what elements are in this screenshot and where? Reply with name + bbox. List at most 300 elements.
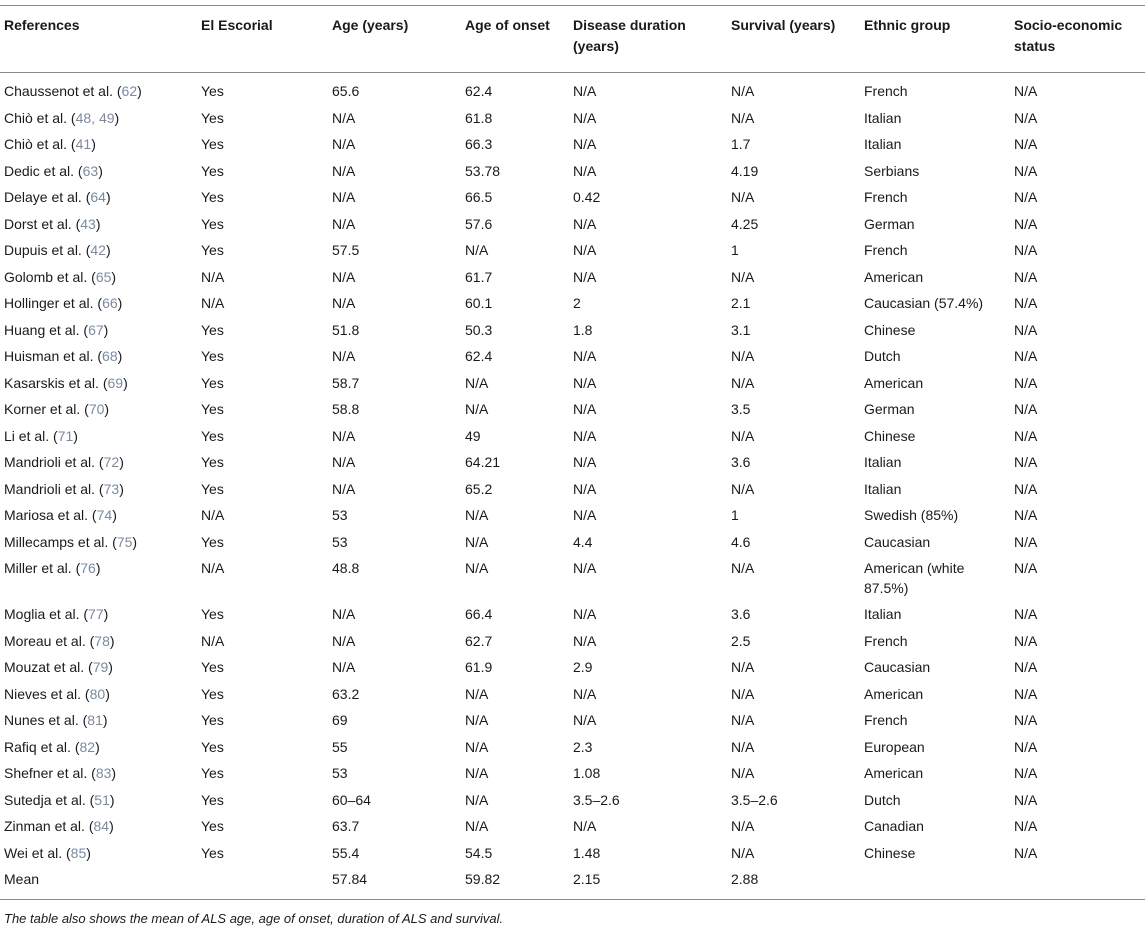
el-escorial-cell: Yes: [201, 348, 224, 364]
age-cell: 65.6: [332, 83, 360, 99]
table-row: [0, 813, 1145, 840]
age-of-onset-cell: N/A: [465, 374, 489, 391]
citation-link[interactable]: 73: [103, 480, 120, 497]
table-row: [0, 601, 1145, 628]
age-cell: N/A: [332, 606, 356, 622]
mean-row: [0, 866, 1145, 899]
el-escorial-cell: Yes: [201, 765, 224, 781]
age-cell: N/A: [332, 162, 356, 179]
ethnic-group-cell: French: [864, 83, 908, 99]
age-cell: N/A: [332, 295, 356, 311]
citation-link[interactable]: 79: [92, 659, 109, 675]
author-name: Rafiq et al.: [4, 738, 71, 755]
author-name: Hollinger et al.: [4, 295, 94, 311]
mean-disease-duration-cell: 2.15: [573, 871, 601, 887]
author-name: Chiò et al.: [4, 109, 68, 126]
disease-duration-cell: N/A: [573, 401, 597, 417]
author-name: Huang et al.: [4, 321, 80, 338]
age-cell: 63.2: [332, 685, 360, 702]
disease-duration-cell: 3.5–2.6: [573, 791, 620, 808]
reference-cell: Mandrioli et al. (72): [4, 454, 124, 470]
disease-duration-cell: N/A: [573, 818, 597, 834]
el-escorial-cell: Yes: [201, 109, 224, 126]
ses-cell: N/A: [1014, 606, 1038, 622]
ses-cell: N/A: [1014, 765, 1038, 781]
age-cell: 55.4: [332, 844, 360, 861]
ethnic-group-cell: American: [864, 268, 924, 285]
el-escorial-cell: Yes: [201, 606, 224, 622]
table-row: [0, 734, 1145, 761]
table-row: [0, 681, 1145, 708]
citation-link[interactable]: 65: [95, 268, 112, 285]
citation-link[interactable]: 66: [102, 295, 118, 311]
author-name: Dedic et al.: [4, 162, 75, 179]
disease-duration-cell: 0.42: [573, 189, 601, 205]
survival-cell: N/A: [731, 738, 755, 755]
table-body: [0, 73, 1145, 900]
author-name: Shefner et al.: [4, 765, 88, 781]
author-name: Mandrioli et al.: [4, 454, 96, 470]
table-row: [0, 654, 1145, 681]
ses-cell: N/A: [1014, 659, 1038, 675]
citation-link[interactable]: 68: [102, 348, 118, 364]
citation-link[interactable]: 84: [93, 818, 110, 834]
age-cell: N/A: [332, 659, 356, 675]
age-of-onset-cell: 65.2: [465, 480, 493, 497]
table-header: [0, 6, 1145, 73]
citation-link[interactable]: 62: [121, 83, 138, 99]
survival-cell: 1: [731, 242, 739, 258]
age-cell: N/A: [332, 109, 356, 126]
age-of-onset-cell: 54.5: [465, 844, 493, 861]
reference-cell: Moglia et al. (77): [4, 606, 109, 622]
citation-link[interactable]: 41: [75, 136, 92, 152]
age-of-onset-cell: 61.8: [465, 109, 493, 126]
author-name: Huisman et al.: [4, 348, 94, 364]
ses-cell: N/A: [1014, 712, 1038, 728]
ses-cell: N/A: [1014, 632, 1038, 649]
citation-link[interactable]: 80: [89, 685, 106, 702]
survival-cell: 2.1: [731, 295, 751, 311]
ethnic-group-cell: Italian: [864, 480, 902, 497]
age-cell: 48.8: [332, 560, 360, 576]
age-cell: N/A: [332, 268, 356, 285]
el-escorial-cell: Yes: [201, 533, 224, 550]
ses-cell: N/A: [1014, 844, 1038, 861]
table-row: [0, 628, 1145, 655]
el-escorial-cell: Yes: [201, 685, 224, 702]
mean-ethnic-group-cell: [860, 866, 1010, 899]
ethnic-group-cell: American: [864, 765, 924, 781]
ethnic-group-cell: Italian: [864, 109, 902, 126]
disease-duration-cell: N/A: [573, 427, 597, 444]
author-name: Delaye et al.: [4, 189, 82, 205]
citation-link[interactable]: 85: [70, 844, 87, 861]
reference-cell: Chiò et al. (41): [4, 136, 96, 152]
disease-duration-cell: 2.9: [573, 659, 593, 675]
citation-link[interactable]: 74: [96, 507, 113, 523]
disease-duration-cell: 2.3: [573, 738, 593, 755]
el-escorial-cell: Yes: [201, 480, 224, 497]
el-escorial-cell: Yes: [201, 454, 224, 470]
ethnic-group-cell: American (white 87.5%): [864, 560, 965, 596]
table-row: [0, 502, 1145, 529]
citation-link[interactable]: 42: [90, 242, 106, 258]
el-escorial-cell: Yes: [201, 401, 224, 417]
survival-cell: N/A: [731, 844, 755, 861]
author-name: Wei et al.: [4, 844, 63, 861]
age-cell: N/A: [332, 632, 356, 649]
ses-cell: N/A: [1014, 374, 1038, 391]
reference-cell: Mandrioli et al. (73): [4, 480, 124, 497]
el-escorial-cell: N/A: [201, 268, 225, 285]
age-of-onset-cell: N/A: [465, 533, 489, 550]
ethnic-group-cell: Chinese: [864, 427, 916, 444]
el-escorial-cell: Yes: [201, 844, 224, 861]
ses-cell: N/A: [1014, 83, 1038, 99]
survival-cell: 4.6: [731, 533, 751, 550]
reference-cell: Miller et al. (76): [4, 560, 101, 576]
ethnic-group-cell: Serbians: [864, 162, 920, 179]
ses-cell: N/A: [1014, 533, 1038, 550]
age-cell: 51.8: [332, 321, 360, 338]
author-name: Kasarskis et al.: [4, 374, 99, 391]
citation-link[interactable]: 76: [80, 560, 96, 576]
table-row: [0, 423, 1145, 450]
citation-link[interactable]: 83: [95, 765, 112, 781]
ses-cell: N/A: [1014, 268, 1038, 285]
disease-duration-cell: N/A: [573, 242, 597, 258]
age-of-onset-cell: 62.7: [465, 632, 493, 649]
disease-duration-cell: N/A: [573, 712, 597, 728]
ses-cell: N/A: [1014, 215, 1038, 232]
survival-cell: N/A: [731, 659, 755, 675]
ses-cell: N/A: [1014, 507, 1038, 523]
header-disease-duration: Disease duration (years): [573, 17, 686, 54]
mean-survival-cell: 2.88: [731, 871, 759, 887]
citation-link[interactable]: 48, 49: [75, 109, 115, 126]
ethnic-group-cell: French: [864, 189, 908, 205]
reference-cell: Korner et al. (70): [4, 401, 110, 417]
age-cell: 58.7: [332, 374, 360, 391]
age-of-onset-cell: N/A: [465, 685, 489, 702]
citation-link[interactable]: 64: [90, 189, 106, 205]
author-name: Chaussenot et al.: [4, 83, 113, 99]
survival-cell: N/A: [731, 685, 755, 702]
disease-duration-cell: 2: [573, 295, 581, 311]
disease-duration-cell: 1.08: [573, 765, 601, 781]
disease-duration-cell: N/A: [573, 560, 597, 576]
reference-cell: Shefner et al. (83): [4, 765, 117, 781]
survival-cell: 4.25: [731, 215, 759, 232]
table-row: [0, 787, 1145, 814]
ethnic-group-cell: French: [864, 712, 908, 728]
table-row: [0, 131, 1145, 158]
age-of-onset-cell: 60.1: [465, 295, 493, 311]
el-escorial-cell: Yes: [201, 738, 224, 755]
ses-cell: N/A: [1014, 685, 1038, 702]
age-cell: N/A: [332, 215, 356, 232]
table-row: [0, 290, 1145, 317]
survival-cell: 3.6: [731, 606, 751, 622]
el-escorial-cell: N/A: [201, 295, 225, 311]
table-row: [0, 707, 1145, 734]
table-row: [0, 840, 1145, 867]
age-cell: 57.5: [332, 242, 360, 258]
age-cell: N/A: [332, 454, 356, 470]
el-escorial-cell: Yes: [201, 162, 224, 179]
ses-cell: N/A: [1014, 348, 1038, 364]
ethnic-group-cell: Italian: [864, 136, 902, 152]
ethnic-group-cell: American: [864, 685, 924, 702]
ethnic-group-cell: European: [864, 738, 925, 755]
table-row: [0, 396, 1145, 423]
table-row: [0, 317, 1145, 344]
author-name: Nieves et al.: [4, 685, 82, 702]
age-cell: N/A: [332, 189, 356, 205]
age-cell: 53: [332, 765, 348, 781]
ethnic-group-cell: French: [864, 632, 908, 649]
header-references: References: [4, 17, 80, 33]
disease-duration-cell: N/A: [573, 374, 597, 391]
disease-duration-cell: N/A: [573, 685, 597, 702]
age-cell: 60–64: [332, 791, 371, 808]
author-name: Golomb et al.: [4, 268, 88, 285]
ethnic-group-cell: Dutch: [864, 348, 901, 364]
ethnic-group-cell: Swedish (85%): [864, 507, 959, 523]
age-of-onset-cell: 64.21: [465, 454, 501, 470]
reference-cell: Millecamps et al. (75): [4, 533, 138, 550]
age-cell: 55: [332, 738, 348, 755]
ses-cell: N/A: [1014, 738, 1038, 755]
age-cell: N/A: [332, 348, 356, 364]
survival-cell: N/A: [731, 83, 755, 99]
age-of-onset-cell: 66.5: [465, 189, 493, 205]
reference-cell: Golomb et al. (65): [4, 268, 117, 285]
author-name: Dorst et al.: [4, 215, 72, 232]
survival-cell: 1: [731, 507, 739, 523]
disease-duration-cell: N/A: [573, 162, 597, 179]
ethnic-group-cell: American: [864, 374, 924, 391]
disease-duration-cell: N/A: [573, 136, 597, 152]
author-name: Li et al.: [4, 427, 50, 444]
age-of-onset-cell: 62.4: [465, 83, 493, 99]
ses-cell: N/A: [1014, 189, 1038, 205]
table-row: [0, 449, 1145, 476]
reference-cell: Zinman et al. (84): [4, 818, 114, 834]
reference-cell: Delaye et al. (64): [4, 189, 111, 205]
ethnic-group-cell: Caucasian: [864, 533, 931, 550]
reference-cell: Hollinger et al. (66): [4, 295, 123, 311]
survival-cell: 1.7: [731, 136, 751, 152]
ses-cell: N/A: [1014, 162, 1038, 179]
disease-duration-cell: N/A: [573, 215, 597, 232]
el-escorial-cell: Yes: [201, 215, 224, 232]
ses-cell: N/A: [1014, 560, 1038, 576]
table-row: [0, 529, 1145, 556]
age-of-onset-cell: 62.4: [465, 348, 493, 364]
el-escorial-cell: Yes: [201, 712, 224, 728]
survival-cell: N/A: [731, 712, 755, 728]
reference-cell: Nunes et al. (81): [4, 712, 108, 728]
age-cell: 58.8: [332, 401, 360, 417]
citation-link[interactable]: 63: [82, 162, 99, 179]
survival-cell: N/A: [731, 765, 755, 781]
citation-link[interactable]: 72: [103, 454, 120, 470]
survival-cell: 4.19: [731, 162, 759, 179]
age-of-onset-cell: N/A: [465, 712, 489, 728]
disease-duration-cell: 1.48: [573, 844, 601, 861]
reference-cell: Chaussenot et al. (62): [4, 83, 142, 99]
ses-cell: N/A: [1014, 321, 1038, 338]
mean-ses-cell: [1010, 866, 1145, 899]
age-of-onset-cell: 66.3: [465, 136, 493, 152]
reference-cell: Chiò et al. (48, 49): [4, 109, 120, 126]
mean-age-of-onset-cell: 59.82: [465, 871, 501, 887]
citation-link[interactable]: 81: [87, 712, 103, 728]
el-escorial-cell: Yes: [201, 791, 224, 808]
survival-cell: N/A: [731, 818, 755, 834]
age-of-onset-cell: N/A: [465, 738, 489, 755]
author-name: Sutedja et al.: [4, 791, 86, 808]
reference-cell: Moreau et al. (78): [4, 632, 115, 649]
citation-link[interactable]: 69: [107, 374, 124, 391]
author-name: Moreau et al.: [4, 632, 86, 649]
reference-cell: Dedic et al. (63): [4, 162, 103, 179]
ethnic-group-cell: German: [864, 215, 915, 232]
author-name: Nunes et al.: [4, 712, 79, 728]
el-escorial-cell: N/A: [201, 632, 225, 649]
mean-el-escorial-cell: [197, 866, 328, 899]
author-name: Chiò et al.: [4, 136, 68, 152]
ethnic-group-cell: Dutch: [864, 791, 901, 808]
el-escorial-cell: Yes: [201, 374, 224, 391]
reference-cell: Mouzat et al. (79): [4, 659, 113, 675]
age-of-onset-cell: 61.7: [465, 268, 493, 285]
ses-cell: N/A: [1014, 242, 1038, 258]
author-name: Mandrioli et al.: [4, 480, 96, 497]
disease-duration-cell: 1.8: [573, 321, 593, 338]
age-of-onset-cell: 53.78: [465, 162, 501, 179]
table-row: [0, 264, 1145, 291]
age-cell: N/A: [332, 427, 356, 444]
survival-cell: N/A: [731, 109, 755, 126]
reference-cell: Huisman et al. (68): [4, 348, 123, 364]
reference-cell: Mariosa et al. (74): [4, 507, 117, 523]
el-escorial-cell: Yes: [201, 321, 224, 338]
ethnic-group-cell: Italian: [864, 454, 902, 470]
ses-cell: N/A: [1014, 295, 1038, 311]
citation-link[interactable]: 75: [116, 533, 133, 550]
citation-link[interactable]: 77: [88, 606, 104, 622]
citation-link[interactable]: 78: [94, 632, 110, 649]
survival-cell: 2.5: [731, 632, 751, 649]
header-survival: Survival (years): [731, 17, 836, 33]
el-escorial-cell: Yes: [201, 427, 224, 444]
citation-link[interactable]: 51: [94, 791, 110, 808]
survival-cell: N/A: [731, 189, 755, 205]
disease-duration-cell: N/A: [573, 109, 597, 126]
age-cell: 53: [332, 507, 348, 523]
header-row: [0, 6, 1145, 73]
age-of-onset-cell: N/A: [465, 401, 489, 417]
citation-link[interactable]: 70: [88, 401, 105, 417]
author-name: Korner et al.: [4, 401, 81, 417]
citation-link[interactable]: 43: [80, 215, 96, 232]
survival-cell: N/A: [731, 560, 755, 576]
survival-cell: 3.6: [731, 454, 751, 470]
el-escorial-cell: Yes: [201, 242, 224, 258]
disease-duration-cell: N/A: [573, 480, 597, 497]
survival-cell: N/A: [731, 348, 755, 364]
reference-cell: Wei et al. (85): [4, 844, 91, 861]
disease-duration-cell: N/A: [573, 268, 597, 285]
el-escorial-cell: Yes: [201, 83, 224, 99]
ethnic-group-cell: Caucasian: [864, 659, 931, 675]
header-ethnic-group: Ethnic group: [864, 17, 951, 33]
reference-cell: Rafiq et al. (82): [4, 738, 100, 755]
ses-cell: N/A: [1014, 480, 1038, 497]
age-of-onset-cell: 61.9: [465, 659, 493, 675]
age-of-onset-cell: 66.4: [465, 606, 493, 622]
age-of-onset-cell: N/A: [465, 818, 489, 834]
reference-cell: Li et al. (71): [4, 427, 78, 444]
table-row: [0, 105, 1145, 132]
table-row: [0, 555, 1145, 601]
el-escorial-cell: Yes: [201, 818, 224, 834]
age-of-onset-cell: N/A: [465, 507, 489, 523]
reference-cell: Dupuis et al. (42): [4, 242, 111, 258]
ses-cell: N/A: [1014, 109, 1038, 126]
age-of-onset-cell: N/A: [465, 560, 489, 576]
disease-duration-cell: N/A: [573, 348, 597, 364]
table-row: [0, 237, 1145, 264]
ethnic-group-cell: Chinese: [864, 844, 916, 861]
ses-cell: N/A: [1014, 791, 1038, 808]
citation-link[interactable]: 67: [88, 321, 104, 338]
survival-cell: N/A: [731, 268, 755, 285]
disease-duration-cell: N/A: [573, 606, 597, 622]
survival-cell: 3.5–2.6: [731, 791, 778, 808]
table-row: [0, 184, 1145, 211]
table-row: [0, 73, 1145, 105]
author-name: Moglia et al.: [4, 606, 80, 622]
age-cell: 63.7: [332, 818, 360, 834]
mean-age-cell: 57.84: [332, 871, 368, 887]
disease-duration-cell: 4.4: [573, 533, 593, 550]
reference-cell: Sutedja et al. (51): [4, 791, 115, 808]
age-of-onset-cell: N/A: [465, 242, 489, 258]
author-name: Mouzat et al.: [4, 659, 85, 675]
el-escorial-cell: Yes: [201, 136, 224, 152]
citation-link[interactable]: 71: [57, 427, 74, 444]
table-row: [0, 760, 1145, 787]
age-cell: 53: [332, 533, 348, 550]
table-row: [0, 158, 1145, 185]
age-cell: N/A: [332, 480, 356, 497]
el-escorial-cell: Yes: [201, 659, 224, 675]
ethnic-group-cell: French: [864, 242, 908, 258]
ses-cell: N/A: [1014, 136, 1038, 152]
author-name: Dupuis et al.: [4, 242, 82, 258]
reference-cell: Kasarskis et al. (69): [4, 374, 128, 391]
table-row: [0, 370, 1145, 397]
disease-duration-cell: N/A: [573, 454, 597, 470]
citation-link[interactable]: 82: [79, 738, 96, 755]
author-name: Zinman et al.: [4, 818, 85, 834]
ethnic-group-cell: German: [864, 401, 915, 417]
mean-label: Mean: [4, 871, 40, 887]
